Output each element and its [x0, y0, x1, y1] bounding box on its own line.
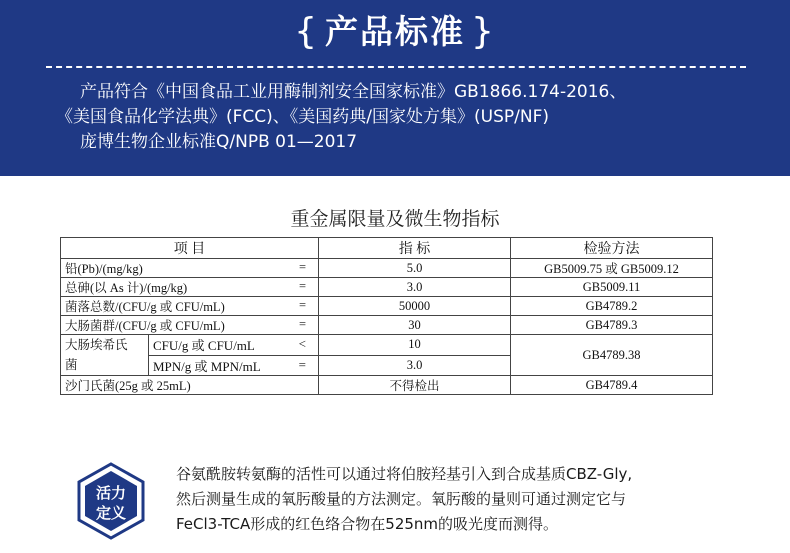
- ecoli-sub-unit: CFU/g 或 CFU/mL: [153, 338, 255, 354]
- row-method: GB4789.4: [511, 376, 713, 395]
- table-row: [61, 297, 713, 316]
- ecoli-sub-operator: <: [298, 336, 306, 351]
- activity-description: [176, 462, 766, 537]
- row-item-cell: [61, 259, 319, 278]
- description-line: FeCl3-TCA形成的红色络合物在525nm的吸光度而测得。: [176, 515, 559, 533]
- row-value: 30: [319, 316, 511, 335]
- row-item: 总砷(以 As 计)/(mg/kg): [65, 281, 188, 295]
- row-value: 不得检出: [319, 376, 511, 395]
- hexagon-badge-icon: [76, 462, 146, 540]
- header-method: 检验方法: [511, 238, 713, 259]
- row-item-cell: [61, 297, 319, 316]
- row-method: GB4789.3: [511, 316, 713, 335]
- row-operator: =: [298, 298, 306, 312]
- ecoli-sub-cell: [149, 355, 319, 376]
- table-row-ecoli: [61, 335, 713, 356]
- standard-line: 产品符合《中国食品工业用酶制剂安全国家标准》GB1866.174-2016、: [80, 82, 627, 102]
- ecoli-label-cell: [61, 335, 149, 376]
- row-item: 菌落总数/(CFU/g 或 CFU/mL): [65, 300, 225, 314]
- row-value: 50000: [319, 297, 511, 316]
- row-operator: =: [298, 279, 306, 293]
- row-method: GB4789.2: [511, 297, 713, 316]
- right-brace: }: [471, 11, 496, 52]
- header-banner: [0, 0, 790, 176]
- standard-line: 庞博生物企业标准Q/NPB 01—2017: [80, 132, 358, 152]
- row-item-cell: [61, 278, 319, 297]
- ecoli-sub-operator: =: [298, 356, 306, 372]
- row-operator: =: [298, 317, 306, 331]
- row-method: GB5009.75 或 GB5009.12: [511, 259, 713, 278]
- header-index: 指 标: [319, 238, 511, 259]
- row-item: 大肠菌群/(CFU/g 或 CFU/mL): [65, 319, 225, 333]
- table-title: 重金属限量及微生物指标: [290, 208, 500, 230]
- ecoli-method: GB4789.38: [511, 335, 713, 376]
- row-value: 3.0: [319, 278, 511, 297]
- row-method: GB5009.11: [511, 278, 713, 297]
- table-header-row: [61, 238, 713, 259]
- row-item-cell: [61, 316, 319, 335]
- ecoli-sub-value: 3.0: [319, 355, 511, 376]
- ecoli-label-line: 大肠埃希氏: [65, 338, 128, 352]
- dashed-divider: [46, 66, 746, 68]
- table-row: [61, 259, 713, 278]
- badge-line1: 活力: [95, 484, 127, 502]
- ecoli-sub-cell: [149, 335, 319, 356]
- ecoli-sub-unit: MPN/g 或 MPN/mL: [153, 358, 261, 374]
- activity-definition-badge: [76, 462, 146, 540]
- banner-title: [0, 6, 790, 53]
- header-item: 项 目: [61, 238, 319, 259]
- left-brace: {: [294, 11, 319, 52]
- spec-table: [60, 237, 713, 395]
- ecoli-sub-value: 10: [319, 335, 511, 356]
- table-row: [61, 278, 713, 297]
- table-row: [61, 316, 713, 335]
- row-value: 5.0: [319, 259, 511, 278]
- standard-line: 《美国食品化学法典》(FCC)、《美国药典/国家处方集》(USP/NF): [56, 107, 549, 127]
- badge-line2: 定义: [95, 504, 127, 522]
- row-item: 沙门氏菌(25g 或 25mL): [61, 376, 319, 395]
- banner-title-text: 产品标准: [325, 12, 465, 51]
- standard-compliance-text: [56, 80, 776, 155]
- row-item: 铅(Pb)/(mg/kg): [65, 262, 143, 276]
- table-row: [61, 376, 713, 395]
- description-line: 然后测量生成的氧肟酸量的方法测定。氧肟酸的量则可通过测定它与: [176, 490, 627, 508]
- ecoli-label-line: 菌: [65, 358, 78, 372]
- description-line: 谷氨酰胺转氨酶的活性可以通过将伯胺羟基引入到合成基质CBZ-Gly,: [176, 465, 633, 483]
- row-operator: =: [298, 260, 306, 274]
